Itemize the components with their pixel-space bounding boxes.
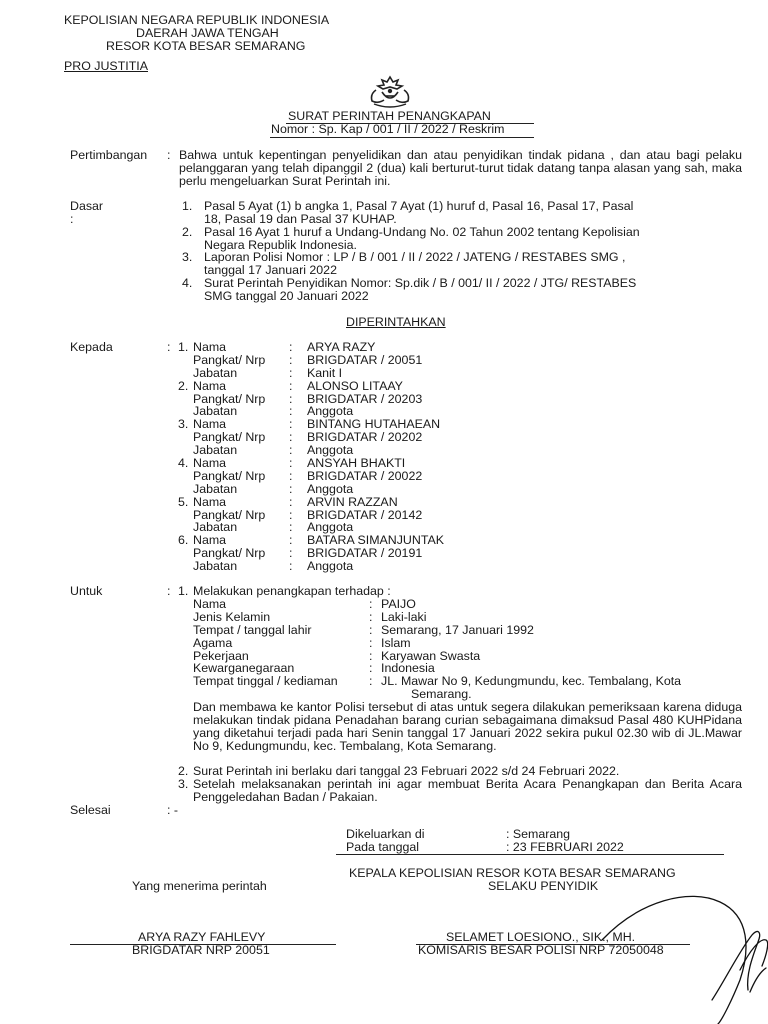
issued-date-label: Pada tanggal [346, 840, 420, 854]
officer-numbers: 1. 2. 3. 4. 5. 6. [178, 340, 189, 548]
agency-name: KEPOLISIAN NEGARA REPUBLIK INDONESIA [64, 13, 330, 27]
officer-values: ARYA RAZY BRIGDATAR / 20051 Kanit I ALONSO LITAAY BRIGDATAR / 20203 Anggota BINTANG HUTAHAEAN BRIGDATAR / 20202 Anggota ANSYAH BHAKTI BRIGDATAR / 20022 Anggota ARVIN RAZZAN BRIGDATAR / 20142 Anggota BATARA SIMANJUNTAK BRIGDATAR / 20191 Anggota [307, 340, 445, 574]
diperintahkan-heading: DIPERINTAHKAN [346, 315, 446, 329]
pertimbangan-text: Bahwa untuk kepentingan penyelidikan dan atau penyidikan tindak pidana , dan atau bagi pelaku pelanggaran yang telah dipanggil 2 (dua) kali berturut-turut tidak datang tanpa alasan yang sah, maka perlu mengeluarkan Surat Perintah ini. [179, 148, 742, 188]
dasar-item-line: Negara Republik Indonesia. [204, 238, 357, 252]
police-emblem-icon [364, 74, 416, 108]
issuer-nrp: KOMISARIS BESAR POLISI NRP 72050048 [418, 943, 664, 957]
untuk-item-text: Melakukan penangkapan terhadap : [193, 584, 391, 598]
dasar-item-line: 18, Pasal 19 dan Pasal 37 KUHAP. [204, 212, 397, 226]
untuk-colon: : [167, 584, 171, 598]
dasar-item-line: Pasal 5 Ayat (1) b angka 1, Pasal 7 Ayat (1) huruf d, Pasal 16, Pasal 17, Pasal [204, 199, 634, 213]
dasar-item-line: Pasal 16 Ayat 1 huruf a Undang-Undang No. 02 Tahun 2002 tentang Kepolisian [204, 225, 640, 239]
issued-date-value: : 23 FEBRUARI 2022 [506, 840, 624, 854]
dasar-label: Dasar [70, 199, 104, 213]
issuer-title: KEPALA KEPOLISIAN RESOR KOTA BESAR SEMARANG [349, 866, 676, 880]
resort-name: RESOR KOTA BESAR SEMARANG [106, 39, 306, 53]
untuk-label: Untuk [70, 584, 103, 598]
officer-separators: : : : : : : : : : : : : : : : : : : [289, 340, 293, 574]
receiver-name: ARYA RAZY FAHLEVY [138, 930, 266, 944]
untuk-item-text: Setelah melaksanakan perintah ini agar membuat Berita Acara Penangkapan dan Berita Acara Penggeledahan Badan / Pakaian. [193, 777, 742, 804]
officer-field-labels: Nama Pangkat/ Nrp Jabatan Nama Pangkat/ Nrp Jabatan Nama Pangkat/ Nrp Jabatan Nama Pangkat/ Nrp Jabatan Nama Pangkat/ Nrp Jabatan Nama Pangkat/ Nrp Jabatan [193, 340, 266, 574]
suspect-labels: Nama Jenis Kelamin Tempat / tanggal lahir Agama Pekerjaan Kewarganegaraan Tempat tinggal / kediaman [193, 597, 338, 689]
document-number: Nomor : Sp. Kap / 001 / II / 2022 / Reskrim [271, 122, 505, 136]
issuer-name: SELAMET LOESIONO., SIK., MH. [446, 930, 636, 944]
dasar-item-line: SMG tanggal 20 Januari 2022 [204, 289, 369, 303]
selesai-label: Selesai [70, 803, 111, 817]
untuk-item-num: 2. [178, 764, 189, 778]
dasar-item-num: 4. [182, 276, 193, 290]
dasar-item-num: 1. [182, 199, 193, 213]
region-name: DAERAH JAWA TENGAH [136, 26, 279, 40]
dasar-item-line: tanggal 17 Januari 2022 [204, 263, 337, 277]
kepada-label: Kepada [70, 340, 113, 354]
dasar-item-num: 2. [182, 225, 193, 239]
issued-place-label: Dikeluarkan di [346, 827, 425, 841]
untuk-item-num: 3. [178, 777, 189, 791]
suspect-separators: : : : : : : : [369, 597, 373, 689]
untuk-paragraph: Dan membawa ke kantor Polisi tersebut di atas untuk segera dilakukan pemeriksaan karena diduga melakukan tindak pidana Penadahan barang curian sebagaimana dimaksud Pasal 480 KUHPidana yang diketahui terjadi pada hari Senin tanggal 17 Januari 2022 sekira pukul 02.30 wib di JL.Mawar No 9, Kedungmundu, kec. Tembalang, Kota Semarang. [193, 700, 742, 753]
dasar-colon: : [70, 212, 74, 226]
untuk-item-text: Surat Perintah ini berlaku dari tanggal 23 Februari 2022 s/d 24 Februari 2022. [193, 764, 620, 778]
kepada-colon: : [167, 340, 171, 354]
issuer-role: SELAKU PENYIDIK [488, 879, 599, 893]
dasar-item-line: Laporan Polisi Nomor : LP / B / 001 / II / 2022 / JATENG / RESTABES SMG , [204, 250, 626, 264]
dasar-item-line: Surat Perintah Penyidikan Nomor: Sp.dik / B / 001/ II / 2022 / JTG/ RESTABES [204, 276, 637, 290]
selesai-value: : - [167, 803, 179, 817]
suspect-values: PAIJO Laki-laki Semarang, 17 Januari 1992 Islam Karyawan Swasta Indonesia JL. Mawar No 9, Kedungmundu, kec. Tembalang, Kota Semarang. [381, 597, 682, 702]
issued-place-value: : Semarang [506, 827, 571, 841]
pro-justitia-label: PRO JUSTITIA [64, 59, 148, 73]
document-title: SURAT PERINTAH PENANGKAPAN [288, 109, 491, 123]
untuk-item-num: 1. [178, 584, 189, 598]
pertimbangan-label: Pertimbangan [70, 148, 148, 162]
receiver-caption: Yang menerima perintah [132, 879, 267, 893]
pertimbangan-colon: : [167, 148, 171, 162]
dasar-item-num: 3. [182, 250, 193, 264]
receiver-nrp: BRIGDATAR NRP 20051 [132, 943, 270, 957]
